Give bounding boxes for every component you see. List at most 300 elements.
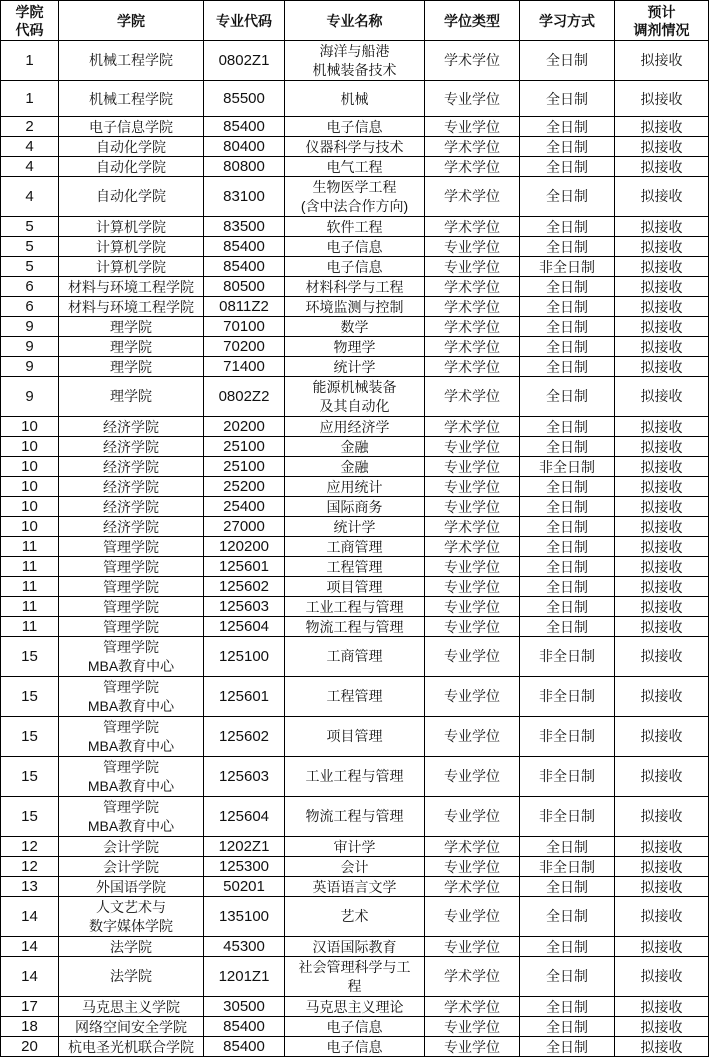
cell-major-code: 83100 xyxy=(204,177,285,217)
cell-degree-type: 专业学位 xyxy=(425,257,520,277)
cell-major-code: 85500 xyxy=(204,81,285,117)
cell-major-name: 会计 xyxy=(285,857,425,877)
cell-college-code: 14 xyxy=(1,957,59,997)
cell-adjustment: 拟接收 xyxy=(615,237,709,257)
cell-degree-type: 专业学位 xyxy=(425,1017,520,1037)
cell-adjustment: 拟接收 xyxy=(615,957,709,997)
table-row xyxy=(1,537,709,557)
cell-college-code: 18 xyxy=(1,1017,59,1037)
cell-adjustment: 拟接收 xyxy=(615,297,709,317)
cell-college: 经济学院 xyxy=(59,437,204,457)
table-row xyxy=(1,457,709,477)
cell-college: 管理学院 MBA教育中心 xyxy=(59,797,204,837)
cell-adjustment: 拟接收 xyxy=(615,437,709,457)
cell-study-mode: 全日制 xyxy=(520,1017,615,1037)
table-body xyxy=(1,41,709,1057)
cell-degree-type: 专业学位 xyxy=(425,477,520,497)
cell-major-name: 汉语国际教育 xyxy=(285,937,425,957)
cell-major-code: 80500 xyxy=(204,277,285,297)
cell-major-name: 材料科学与工程 xyxy=(285,277,425,297)
cell-college: 计算机学院 xyxy=(59,237,204,257)
cell-study-mode: 全日制 xyxy=(520,177,615,217)
table-row xyxy=(1,297,709,317)
cell-major-code: 85400 xyxy=(204,1037,285,1057)
cell-major-name: 应用经济学 xyxy=(285,417,425,437)
cell-major-code: 25100 xyxy=(204,437,285,457)
cell-adjustment: 拟接收 xyxy=(615,177,709,217)
cell-degree-type: 专业学位 xyxy=(425,117,520,137)
cell-college-code: 5 xyxy=(1,237,59,257)
cell-college-code: 12 xyxy=(1,857,59,877)
cell-major-code: 120200 xyxy=(204,537,285,557)
cell-major-name: 工商管理 xyxy=(285,537,425,557)
cell-major-name: 艺术 xyxy=(285,897,425,937)
cell-major-name: 电子信息 xyxy=(285,257,425,277)
cell-college: 自动化学院 xyxy=(59,137,204,157)
cell-degree-type: 学术学位 xyxy=(425,41,520,81)
cell-college-code: 14 xyxy=(1,897,59,937)
cell-major-code: 1201Z1 xyxy=(204,957,285,997)
cell-major-code: 50201 xyxy=(204,877,285,897)
cell-college: 计算机学院 xyxy=(59,217,204,237)
cell-adjustment: 拟接收 xyxy=(615,457,709,477)
cell-major-code: 0802Z2 xyxy=(204,377,285,417)
cell-college-code: 4 xyxy=(1,177,59,217)
cell-major-code: 135100 xyxy=(204,897,285,937)
cell-study-mode: 全日制 xyxy=(520,377,615,417)
cell-study-mode: 全日制 xyxy=(520,357,615,377)
cell-major-code: 70200 xyxy=(204,337,285,357)
table-row xyxy=(1,1017,709,1037)
cell-adjustment: 拟接收 xyxy=(615,357,709,377)
cell-degree-type: 学术学位 xyxy=(425,277,520,297)
cell-degree-type: 专业学位 xyxy=(425,637,520,677)
cell-degree-type: 学术学位 xyxy=(425,337,520,357)
cell-adjustment: 拟接收 xyxy=(615,277,709,297)
cell-college-code: 15 xyxy=(1,677,59,717)
cell-major-code: 125602 xyxy=(204,717,285,757)
table-row xyxy=(1,41,709,81)
cell-adjustment: 拟接收 xyxy=(615,41,709,81)
cell-major-name: 工程管理 xyxy=(285,677,425,717)
cell-degree-type: 学术学位 xyxy=(425,217,520,237)
cell-major-name: 工业工程与管理 xyxy=(285,757,425,797)
table-row xyxy=(1,577,709,597)
cell-degree-type: 专业学位 xyxy=(425,1037,520,1057)
table-row xyxy=(1,117,709,137)
cell-college: 计算机学院 xyxy=(59,257,204,277)
cell-major-name: 统计学 xyxy=(285,357,425,377)
cell-major-name: 统计学 xyxy=(285,517,425,537)
cell-adjustment: 拟接收 xyxy=(615,317,709,337)
cell-major-name: 海洋与船港 机械装备技术 xyxy=(285,41,425,81)
table-row xyxy=(1,717,709,757)
cell-degree-type: 学术学位 xyxy=(425,517,520,537)
cell-degree-type: 学术学位 xyxy=(425,417,520,437)
table-row xyxy=(1,477,709,497)
table-row xyxy=(1,997,709,1017)
cell-study-mode: 全日制 xyxy=(520,937,615,957)
cell-study-mode: 全日制 xyxy=(520,877,615,897)
cell-major-code: 125300 xyxy=(204,857,285,877)
cell-college-code: 20 xyxy=(1,1037,59,1057)
cell-adjustment: 拟接收 xyxy=(615,857,709,877)
cell-college: 经济学院 xyxy=(59,417,204,437)
cell-major-code: 25100 xyxy=(204,457,285,477)
cell-degree-type: 学术学位 xyxy=(425,997,520,1017)
cell-college-code: 15 xyxy=(1,637,59,677)
cell-college: 材料与环境工程学院 xyxy=(59,277,204,297)
table-row xyxy=(1,177,709,217)
table-row xyxy=(1,797,709,837)
cell-major-name: 电子信息 xyxy=(285,117,425,137)
header-major-code: 专业代码 xyxy=(204,1,285,41)
table-row xyxy=(1,417,709,437)
cell-college-code: 10 xyxy=(1,497,59,517)
cell-major-name: 应用统计 xyxy=(285,477,425,497)
cell-college-code: 9 xyxy=(1,357,59,377)
cell-college-code: 5 xyxy=(1,257,59,277)
header-study-mode: 学习方式 xyxy=(520,1,615,41)
cell-college: 自动化学院 xyxy=(59,157,204,177)
cell-study-mode: 全日制 xyxy=(520,1037,615,1057)
cell-college-code: 11 xyxy=(1,557,59,577)
table-row xyxy=(1,677,709,717)
cell-degree-type: 专业学位 xyxy=(425,617,520,637)
table-row xyxy=(1,237,709,257)
cell-degree-type: 学术学位 xyxy=(425,177,520,217)
cell-college: 会计学院 xyxy=(59,857,204,877)
cell-major-name: 工程管理 xyxy=(285,557,425,577)
cell-degree-type: 学术学位 xyxy=(425,137,520,157)
cell-major-name: 数学 xyxy=(285,317,425,337)
cell-study-mode: 全日制 xyxy=(520,137,615,157)
cell-major-code: 85400 xyxy=(204,257,285,277)
table-row xyxy=(1,1037,709,1057)
cell-study-mode: 非全日制 xyxy=(520,637,615,677)
cell-adjustment: 拟接收 xyxy=(615,557,709,577)
cell-adjustment: 拟接收 xyxy=(615,677,709,717)
cell-major-code: 125603 xyxy=(204,597,285,617)
cell-adjustment: 拟接收 xyxy=(615,377,709,417)
cell-degree-type: 专业学位 xyxy=(425,857,520,877)
cell-major-code: 71400 xyxy=(204,357,285,377)
cell-major-code: 80400 xyxy=(204,137,285,157)
cell-study-mode: 全日制 xyxy=(520,317,615,337)
cell-college-code: 11 xyxy=(1,537,59,557)
cell-study-mode: 全日制 xyxy=(520,437,615,457)
cell-college: 人文艺术与 数字媒体学院 xyxy=(59,897,204,937)
cell-adjustment: 拟接收 xyxy=(615,257,709,277)
cell-adjustment: 拟接收 xyxy=(615,637,709,677)
cell-study-mode: 非全日制 xyxy=(520,757,615,797)
cell-degree-type: 专业学位 xyxy=(425,677,520,717)
cell-college-code: 15 xyxy=(1,717,59,757)
cell-study-mode: 全日制 xyxy=(520,997,615,1017)
table-row xyxy=(1,837,709,857)
cell-adjustment: 拟接收 xyxy=(615,837,709,857)
table-row xyxy=(1,517,709,537)
cell-study-mode: 全日制 xyxy=(520,517,615,537)
cell-study-mode: 非全日制 xyxy=(520,457,615,477)
cell-college: 外国语学院 xyxy=(59,877,204,897)
cell-college: 管理学院 MBA教育中心 xyxy=(59,717,204,757)
cell-major-code: 85400 xyxy=(204,117,285,137)
table-row xyxy=(1,137,709,157)
cell-adjustment: 拟接收 xyxy=(615,797,709,837)
cell-degree-type: 专业学位 xyxy=(425,597,520,617)
cell-college: 理学院 xyxy=(59,377,204,417)
cell-college-code: 9 xyxy=(1,377,59,417)
cell-adjustment: 拟接收 xyxy=(615,997,709,1017)
cell-major-code: 125601 xyxy=(204,677,285,717)
cell-college: 法学院 xyxy=(59,937,204,957)
cell-college-code: 1 xyxy=(1,41,59,81)
cell-degree-type: 专业学位 xyxy=(425,577,520,597)
cell-college: 理学院 xyxy=(59,357,204,377)
cell-adjustment: 拟接收 xyxy=(615,537,709,557)
cell-study-mode: 全日制 xyxy=(520,837,615,857)
cell-college: 管理学院 xyxy=(59,557,204,577)
cell-major-code: 20200 xyxy=(204,417,285,437)
cell-major-name: 项目管理 xyxy=(285,717,425,757)
cell-degree-type: 专业学位 xyxy=(425,457,520,477)
cell-study-mode: 全日制 xyxy=(520,217,615,237)
cell-major-code: 125602 xyxy=(204,577,285,597)
cell-study-mode: 全日制 xyxy=(520,577,615,597)
cell-college-code: 10 xyxy=(1,517,59,537)
cell-major-name: 审计学 xyxy=(285,837,425,857)
cell-adjustment: 拟接收 xyxy=(615,417,709,437)
cell-degree-type: 学术学位 xyxy=(425,957,520,997)
cell-college-code: 10 xyxy=(1,477,59,497)
table-row xyxy=(1,637,709,677)
cell-degree-type: 专业学位 xyxy=(425,757,520,797)
cell-college-code: 6 xyxy=(1,277,59,297)
cell-major-name: 社会管理科学与工 程 xyxy=(285,957,425,997)
cell-college: 理学院 xyxy=(59,337,204,357)
cell-college-code: 17 xyxy=(1,997,59,1017)
cell-college-code: 10 xyxy=(1,417,59,437)
cell-adjustment: 拟接收 xyxy=(615,157,709,177)
cell-college-code: 10 xyxy=(1,457,59,477)
cell-major-name: 环境监测与控制 xyxy=(285,297,425,317)
cell-college-code: 14 xyxy=(1,937,59,957)
cell-college-code: 11 xyxy=(1,617,59,637)
cell-college-code: 5 xyxy=(1,217,59,237)
cell-major-code: 83500 xyxy=(204,217,285,237)
cell-degree-type: 专业学位 xyxy=(425,437,520,457)
cell-adjustment: 拟接收 xyxy=(615,617,709,637)
cell-adjustment: 拟接收 xyxy=(615,577,709,597)
cell-adjustment: 拟接收 xyxy=(615,517,709,537)
cell-adjustment: 拟接收 xyxy=(615,757,709,797)
table-row xyxy=(1,597,709,617)
cell-adjustment: 拟接收 xyxy=(615,717,709,757)
table-row xyxy=(1,217,709,237)
cell-study-mode: 全日制 xyxy=(520,297,615,317)
cell-major-name: 马克思主义理论 xyxy=(285,997,425,1017)
cell-degree-type: 专业学位 xyxy=(425,557,520,577)
cell-study-mode: 非全日制 xyxy=(520,717,615,757)
cell-adjustment: 拟接收 xyxy=(615,217,709,237)
cell-study-mode: 全日制 xyxy=(520,597,615,617)
cell-major-code: 25200 xyxy=(204,477,285,497)
cell-study-mode: 全日制 xyxy=(520,337,615,357)
cell-college: 经济学院 xyxy=(59,497,204,517)
table-row xyxy=(1,937,709,957)
cell-college: 马克思主义学院 xyxy=(59,997,204,1017)
table-row xyxy=(1,257,709,277)
cell-degree-type: 专业学位 xyxy=(425,81,520,117)
cell-major-name: 电气工程 xyxy=(285,157,425,177)
cell-major-code: 70100 xyxy=(204,317,285,337)
cell-study-mode: 全日制 xyxy=(520,117,615,137)
cell-college: 管理学院 xyxy=(59,577,204,597)
cell-degree-type: 学术学位 xyxy=(425,537,520,557)
cell-major-code: 27000 xyxy=(204,517,285,537)
table-row xyxy=(1,617,709,637)
cell-study-mode: 全日制 xyxy=(520,81,615,117)
cell-college: 机械工程学院 xyxy=(59,81,204,117)
table-row xyxy=(1,317,709,337)
cell-degree-type: 专业学位 xyxy=(425,497,520,517)
cell-college-code: 11 xyxy=(1,577,59,597)
table-row xyxy=(1,157,709,177)
cell-study-mode: 全日制 xyxy=(520,417,615,437)
cell-study-mode: 全日制 xyxy=(520,897,615,937)
cell-college-code: 10 xyxy=(1,437,59,457)
cell-college: 材料与环境工程学院 xyxy=(59,297,204,317)
table-row xyxy=(1,877,709,897)
cell-degree-type: 学术学位 xyxy=(425,157,520,177)
cell-major-code: 125601 xyxy=(204,557,285,577)
cell-adjustment: 拟接收 xyxy=(615,81,709,117)
cell-study-mode: 全日制 xyxy=(520,477,615,497)
cell-college: 管理学院 MBA教育中心 xyxy=(59,637,204,677)
cell-college: 网络空间安全学院 xyxy=(59,1017,204,1037)
cell-college-code: 4 xyxy=(1,137,59,157)
cell-college-code: 11 xyxy=(1,597,59,617)
cell-adjustment: 拟接收 xyxy=(615,497,709,517)
cell-college-code: 2 xyxy=(1,117,59,137)
cell-major-code: 45300 xyxy=(204,937,285,957)
cell-degree-type: 专业学位 xyxy=(425,717,520,757)
cell-adjustment: 拟接收 xyxy=(615,137,709,157)
cell-study-mode: 全日制 xyxy=(520,157,615,177)
cell-college-code: 13 xyxy=(1,877,59,897)
cell-adjustment: 拟接收 xyxy=(615,1037,709,1057)
cell-degree-type: 专业学位 xyxy=(425,937,520,957)
cell-college-code: 12 xyxy=(1,837,59,857)
cell-college-code: 15 xyxy=(1,797,59,837)
cell-study-mode: 全日制 xyxy=(520,277,615,297)
table-row xyxy=(1,357,709,377)
table-row xyxy=(1,277,709,297)
table-row xyxy=(1,857,709,877)
cell-college: 管理学院 xyxy=(59,537,204,557)
cell-degree-type: 学术学位 xyxy=(425,837,520,857)
cell-major-name: 工商管理 xyxy=(285,637,425,677)
cell-major-name: 英语语言文学 xyxy=(285,877,425,897)
cell-major-code: 125604 xyxy=(204,617,285,637)
cell-major-name: 物流工程与管理 xyxy=(285,797,425,837)
cell-college: 杭电圣光机联合学院 xyxy=(59,1037,204,1057)
table-row xyxy=(1,81,709,117)
cell-major-name: 软件工程 xyxy=(285,217,425,237)
cell-college: 法学院 xyxy=(59,957,204,997)
header-adjustment: 预计 调剂情况 xyxy=(615,1,709,41)
cell-adjustment: 拟接收 xyxy=(615,477,709,497)
cell-adjustment: 拟接收 xyxy=(615,597,709,617)
cell-study-mode: 全日制 xyxy=(520,41,615,81)
header-college: 学院 xyxy=(59,1,204,41)
cell-degree-type: 专业学位 xyxy=(425,237,520,257)
cell-major-code: 125604 xyxy=(204,797,285,837)
cell-college: 机械工程学院 xyxy=(59,41,204,81)
cell-study-mode: 全日制 xyxy=(520,617,615,637)
cell-major-name: 仪器科学与技术 xyxy=(285,137,425,157)
cell-college: 自动化学院 xyxy=(59,177,204,217)
cell-major-name: 工业工程与管理 xyxy=(285,597,425,617)
cell-study-mode: 非全日制 xyxy=(520,677,615,717)
cell-study-mode: 全日制 xyxy=(520,957,615,997)
cell-college-code: 6 xyxy=(1,297,59,317)
cell-study-mode: 全日制 xyxy=(520,537,615,557)
cell-degree-type: 专业学位 xyxy=(425,897,520,937)
header-major-name: 专业名称 xyxy=(285,1,425,41)
cell-adjustment: 拟接收 xyxy=(615,337,709,357)
cell-major-name: 物理学 xyxy=(285,337,425,357)
cell-study-mode: 非全日制 xyxy=(520,257,615,277)
cell-degree-type: 专业学位 xyxy=(425,797,520,837)
table-row xyxy=(1,957,709,997)
cell-adjustment: 拟接收 xyxy=(615,897,709,937)
header-college-code: 学院 代码 xyxy=(1,1,59,41)
cell-college: 经济学院 xyxy=(59,517,204,537)
cell-major-code: 80800 xyxy=(204,157,285,177)
cell-college: 管理学院 MBA教育中心 xyxy=(59,677,204,717)
cell-college: 管理学院 xyxy=(59,617,204,637)
cell-college: 经济学院 xyxy=(59,477,204,497)
table-row xyxy=(1,377,709,417)
cell-major-code: 1202Z1 xyxy=(204,837,285,857)
cell-major-code: 25400 xyxy=(204,497,285,517)
cell-major-name: 电子信息 xyxy=(285,237,425,257)
cell-college: 管理学院 MBA教育中心 xyxy=(59,757,204,797)
cell-degree-type: 学术学位 xyxy=(425,357,520,377)
table-row xyxy=(1,757,709,797)
cell-major-name: 能源机械装备 及其自动化 xyxy=(285,377,425,417)
cell-major-name: 项目管理 xyxy=(285,577,425,597)
cell-degree-type: 学术学位 xyxy=(425,317,520,337)
cell-college: 理学院 xyxy=(59,317,204,337)
cell-major-code: 30500 xyxy=(204,997,285,1017)
cell-degree-type: 学术学位 xyxy=(425,297,520,317)
cell-major-name: 金融 xyxy=(285,437,425,457)
cell-study-mode: 非全日制 xyxy=(520,857,615,877)
cell-major-name: 国际商务 xyxy=(285,497,425,517)
cell-adjustment: 拟接收 xyxy=(615,1017,709,1037)
cell-college-code: 4 xyxy=(1,157,59,177)
header-degree-type: 学位类型 xyxy=(425,1,520,41)
cell-college-code: 9 xyxy=(1,317,59,337)
cell-study-mode: 非全日制 xyxy=(520,797,615,837)
cell-major-name: 电子信息 xyxy=(285,1017,425,1037)
cell-college-code: 9 xyxy=(1,337,59,357)
cell-major-code: 0811Z2 xyxy=(204,297,285,317)
table-row xyxy=(1,437,709,457)
